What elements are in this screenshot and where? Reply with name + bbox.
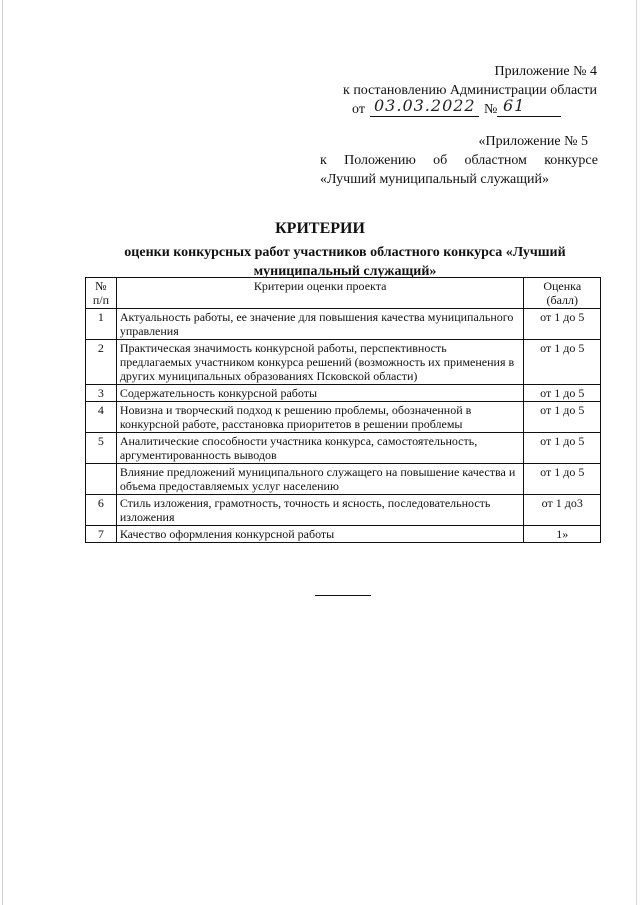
appendix-title: Приложение № 4 xyxy=(494,64,597,79)
row-number: 1 xyxy=(86,309,117,340)
table-row xyxy=(86,495,601,526)
row-score: от 1 до 5 xyxy=(524,340,601,385)
table-row xyxy=(86,385,601,402)
row-number: 4 xyxy=(86,402,117,433)
row-score: от 1 до 5 xyxy=(524,402,601,433)
row-criterion: Актуальность работы, ее значение для повышения качества муниципального управления xyxy=(116,309,524,340)
table-row xyxy=(86,526,601,543)
row-score: от 1 до 5 xyxy=(524,433,601,464)
table-row xyxy=(86,464,601,495)
row-number: 2 xyxy=(86,340,117,385)
table-row xyxy=(86,402,601,433)
row-score: от 1 до 5 xyxy=(524,309,601,340)
date-prefix: от xyxy=(352,102,365,117)
row-criterion: Практическая значимость конкурсной работы, перспективность предлагаемых участником конкурса решений (возможность их применения в других муниципальных образованиях Псковской области) xyxy=(116,340,524,385)
header-score: Оценка (балл) xyxy=(524,278,601,309)
document-title: КРИТЕРИИ xyxy=(275,220,365,237)
appendix-resolution-line: к постановлению Администрации области xyxy=(343,83,597,98)
header-number: № п/п xyxy=(86,278,117,309)
row-score: 1» xyxy=(524,526,601,543)
number-prefix: № xyxy=(484,102,498,117)
row-criterion: Содержательность конкурсной работы xyxy=(116,385,524,402)
table-row xyxy=(86,340,601,385)
row-criterion: Стиль изложения, грамотность, точность и ясность, последовательность изложения xyxy=(116,495,524,526)
row-number: 6 xyxy=(86,495,117,526)
document-subtitle: оценки конкурсных работ участников областного конкурса «Лучший муниципальный служащий» xyxy=(124,245,566,279)
row-number: 7 xyxy=(86,526,117,543)
row-score: от 1 до 5 xyxy=(524,385,601,402)
row-number xyxy=(86,464,117,495)
regulation-appendix-title: «Приложение № 5 xyxy=(478,134,588,149)
row-criterion: Качество оформления конкурсной работы xyxy=(116,526,524,543)
appendix-date-line xyxy=(300,96,597,119)
number-underline xyxy=(497,116,561,117)
row-criterion: Влияние предложений муниципального служащего на повышение качества и объема предоставляемых услуг населению xyxy=(116,464,524,495)
row-score: от 1 до3 xyxy=(524,495,601,526)
handwritten-number: 61 xyxy=(503,96,526,115)
row-number: 3 xyxy=(86,385,117,402)
table-row xyxy=(86,309,601,340)
date-underline xyxy=(370,116,479,117)
appendix-block xyxy=(300,62,597,119)
regulation-reference: к Положению об областном конкурсе xyxy=(320,153,598,168)
scan-edge-right xyxy=(636,0,637,905)
scan-edge-left xyxy=(2,0,3,905)
table-row xyxy=(86,433,601,464)
closing-rule xyxy=(315,595,371,596)
regulation-contest-name: «Лучший муниципальный служащий» xyxy=(320,172,550,187)
table-header-row xyxy=(86,278,601,309)
row-score: от 1 до 5 xyxy=(524,464,601,495)
handwritten-date: 03.03.2022 xyxy=(374,96,476,115)
criteria-table xyxy=(85,277,601,543)
row-criterion: Новизна и творческий подход к решению проблемы, обозначенной в конкурсной работе, расстановка приоритетов в решении проблемы xyxy=(116,402,524,433)
regulation-block xyxy=(320,132,598,189)
row-number: 5 xyxy=(86,433,117,464)
header-criterion: Критерии оценки проекта xyxy=(116,278,524,309)
row-criterion: Аналитические способности участника конкурса, самостоятельность, аргументированность выводов xyxy=(116,433,524,464)
